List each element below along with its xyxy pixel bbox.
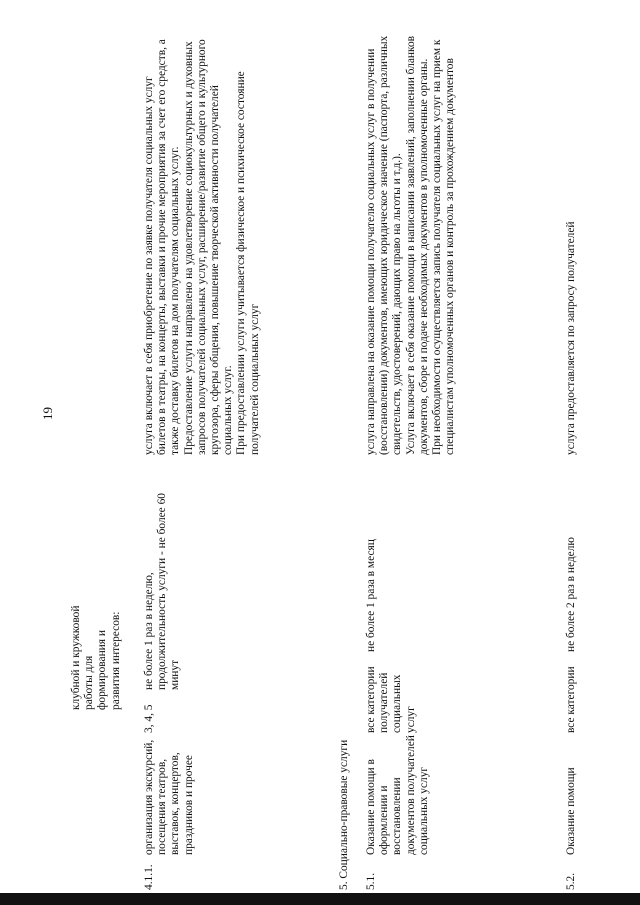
row-number: 5.2. <box>565 872 577 890</box>
description-paragraph: услуга включает в себя приобретение по заявке получателя социальных услуг билетов в театры, на концерты, выставки и прочие мероприятия за счет его средств, а также доставку билетов на дом получателям социальных услуг. <box>143 39 182 455</box>
description-paragraph: услуга направлена на оказание помощи получателю социальных услуг в получении (восстановлении) документов, имеющих юридическое значение (паспорта, различных свидетельств, удостоверений, дающих право на льготы и т.д.). <box>365 35 404 455</box>
service-name: Оказание помощи в оформлении и восстановлении документов получателей социальных услуг <box>365 735 430 855</box>
description-paragraph: При необходимости осуществляется запись получателя социальных услуг на прием к специалистам уполномоченных органов и контроль за прохождением документов <box>431 39 457 455</box>
service-name: организация экскурсий, посещения театров, выставок, концертов, праздников и прочее <box>143 739 195 855</box>
description-paragraph: услуга предоставляется по запросу получателей <box>565 221 577 455</box>
service-frequency: не более 1 раз в неделю, продолжительность услуги - не более 60 минут <box>143 493 182 690</box>
recipient-category: 3, 4, 5 <box>143 704 155 733</box>
description-paragraph: При предоставлении услуги учитывается физическое и психическое состояние получателей социальных услуг <box>235 71 261 455</box>
row-number: 4.1.1. <box>143 864 155 890</box>
recipient-category: все категории получателей социальных услуг <box>365 666 417 733</box>
scan-edge-border <box>0 893 640 905</box>
recipient-category: все категории <box>565 666 577 733</box>
continued-service-name: клубной и кружковой работы для формирования и развития интересов: <box>70 605 122 710</box>
service-name: Оказание помощи <box>565 767 577 855</box>
description-paragraph: Услуга включает в себя оказание помощи в написании заявлений, заполнении бланков документов, сборе и подаче необходимых документов в уполномоченные органы. <box>404 35 430 455</box>
service-description <box>365 25 457 455</box>
service-description <box>143 35 262 455</box>
service-frequency: не более 1 раза в месяц <box>365 539 377 652</box>
service-frequency: не более 2 раз в неделю <box>565 537 577 652</box>
service-description <box>565 25 578 455</box>
row-number: 5.1. <box>365 872 377 890</box>
description-paragraph: Предоставление услуги направлено на удовлетворение социокультурных и духовных запросов получателей социальных услуг, расширение/развитие общего и культурного кругозора, сферы общения, повышение творческой активности получателей социальных услуг. <box>182 39 235 455</box>
page-number: 19 <box>40 407 55 420</box>
section-title: 5. Социально-правовые услуги <box>338 739 350 890</box>
